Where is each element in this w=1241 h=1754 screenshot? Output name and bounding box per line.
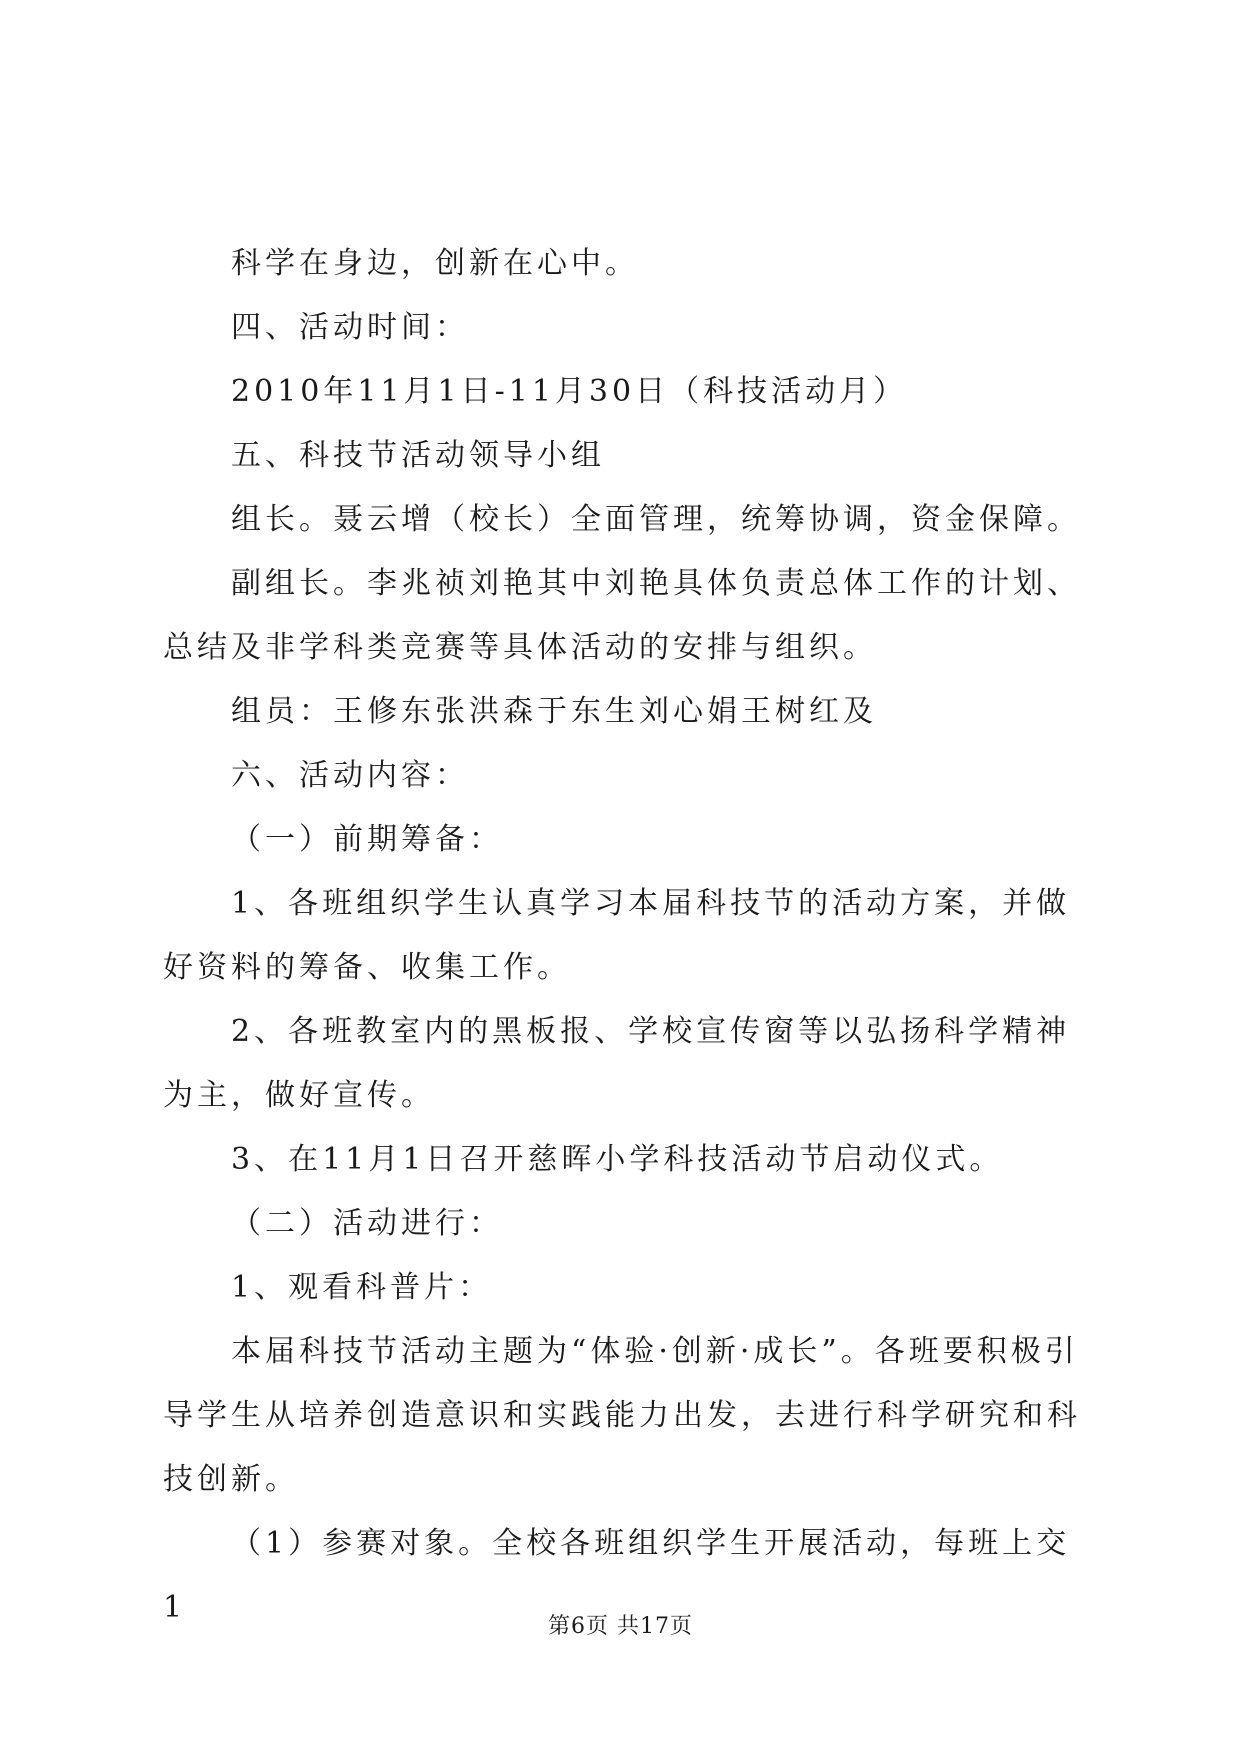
paragraph: 1、各班组织学生认真学习本届科技节的活动方案，并做好资料的筹备、收集工作。 <box>163 886 1071 985</box>
paragraph: 副组长。李兆祯刘艳其中刘艳具体负责总体工作的计划、总结及非学科类竞赛等具体活动的安排与组织。 <box>163 566 1081 665</box>
paragraph: 组长。聂云增（校长）全面管理，统筹协调，资金保障。 <box>231 502 1081 537</box>
section-heading: 四、活动时间： <box>231 310 469 345</box>
section-heading: 五、科技节活动领导小组 <box>231 438 605 473</box>
paragraph: 科学在身边，创新在心中。 <box>231 246 639 281</box>
paragraph: 本届科技节活动主题为“体验·创新·成长”。各班要积极引导学生从培养创造意识和实践能力出发，去进行科学研究和科技创新。 <box>163 1334 1081 1497</box>
document-body <box>163 232 1083 1640</box>
paragraph: 2、各班教室内的黑板报、学校宣传窗等以弘扬科学精神为主，做好宣传。 <box>163 1014 1071 1113</box>
paragraph: 1、观看科普片： <box>231 1270 493 1305</box>
paragraph: 组员：王修东张洪森于东生刘心娟王树红及 <box>231 694 877 729</box>
subsection-heading: （一）前期筹备： <box>231 822 503 857</box>
paragraph: 2010年11月1日-11月30日（科技活动月） <box>231 374 908 409</box>
paragraph: 3、在11月1日召开慈晖小学科技活动节启动仪式。 <box>231 1142 1004 1177</box>
paragraph: （1）参赛对象。全校各班组织学生开展活动，每班上交1 <box>163 1526 1071 1625</box>
section-heading: 六、活动内容： <box>231 758 469 793</box>
page-number: 第6页 共17页 <box>548 1614 693 1639</box>
subsection-heading: （二）活动进行： <box>231 1206 503 1241</box>
